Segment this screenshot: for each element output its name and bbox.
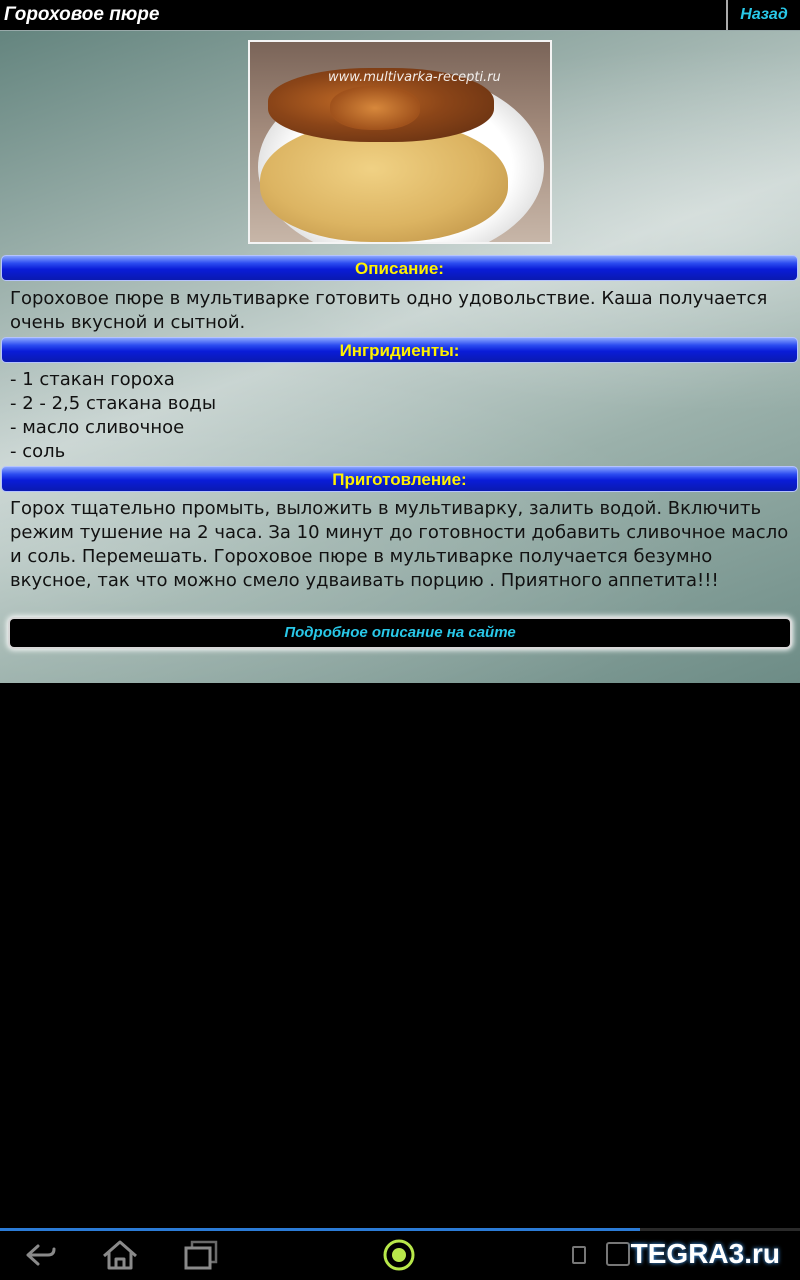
preparation-heading-bar bbox=[1, 466, 798, 492]
preparation-heading: Приготовление: bbox=[332, 470, 467, 489]
list-item: - 1 стакан гороха bbox=[10, 369, 175, 390]
ingredients-list-wrap bbox=[10, 368, 796, 464]
meat-highlight-shape bbox=[330, 86, 420, 130]
list-item: - 2 - 2,5 стакана воды bbox=[10, 393, 217, 414]
ingredients-heading-bar bbox=[1, 337, 798, 363]
window-icon bbox=[606, 1242, 630, 1266]
description-text: Гороховое пюре в мультиварке готовить одно удовольствие. Каша получается очень вкусной и сытной. bbox=[10, 288, 768, 333]
recent-apps-icon[interactable] bbox=[182, 1238, 220, 1272]
back-button[interactable]: Назад bbox=[726, 0, 800, 30]
description-heading: Описание: bbox=[355, 259, 444, 278]
ingredients-list bbox=[10, 368, 796, 464]
system-nav-bar bbox=[0, 1226, 800, 1280]
photo-watermark: www.multivarka-recepti.ru bbox=[328, 70, 501, 85]
brand-watermark: TEGRA3.ru bbox=[630, 1238, 780, 1269]
circle-app-icon[interactable] bbox=[382, 1238, 416, 1272]
home-icon[interactable] bbox=[100, 1238, 140, 1272]
ingredients-heading: Ингридиенты: bbox=[339, 341, 460, 360]
description-heading-bar bbox=[1, 255, 798, 281]
title-bar bbox=[0, 0, 800, 31]
progress-fill bbox=[0, 1228, 640, 1231]
sd-card-icon bbox=[572, 1246, 586, 1264]
list-item: - соль bbox=[10, 441, 66, 462]
progress-track bbox=[0, 1228, 800, 1231]
back-icon[interactable] bbox=[22, 1238, 58, 1272]
list-item: - масло сливочное bbox=[10, 417, 185, 438]
preparation-text: Горох тщательно промыть, выложить в мультиварку, залить водой. Включить режим тушение на 2 часа. За 10 минут до готовности добавить сливочное масло и соль. Перемешать. Гороховое пюре в мультиварке получается безумно вкусное, так что можно смело удваивать порцию . Приятного аппетита!!! bbox=[10, 498, 789, 591]
site-details-button[interactable]: Подробное описание на сайте bbox=[10, 619, 790, 647]
page-title: Гороховое пюре bbox=[4, 4, 160, 25]
recipe-photo bbox=[248, 40, 552, 244]
